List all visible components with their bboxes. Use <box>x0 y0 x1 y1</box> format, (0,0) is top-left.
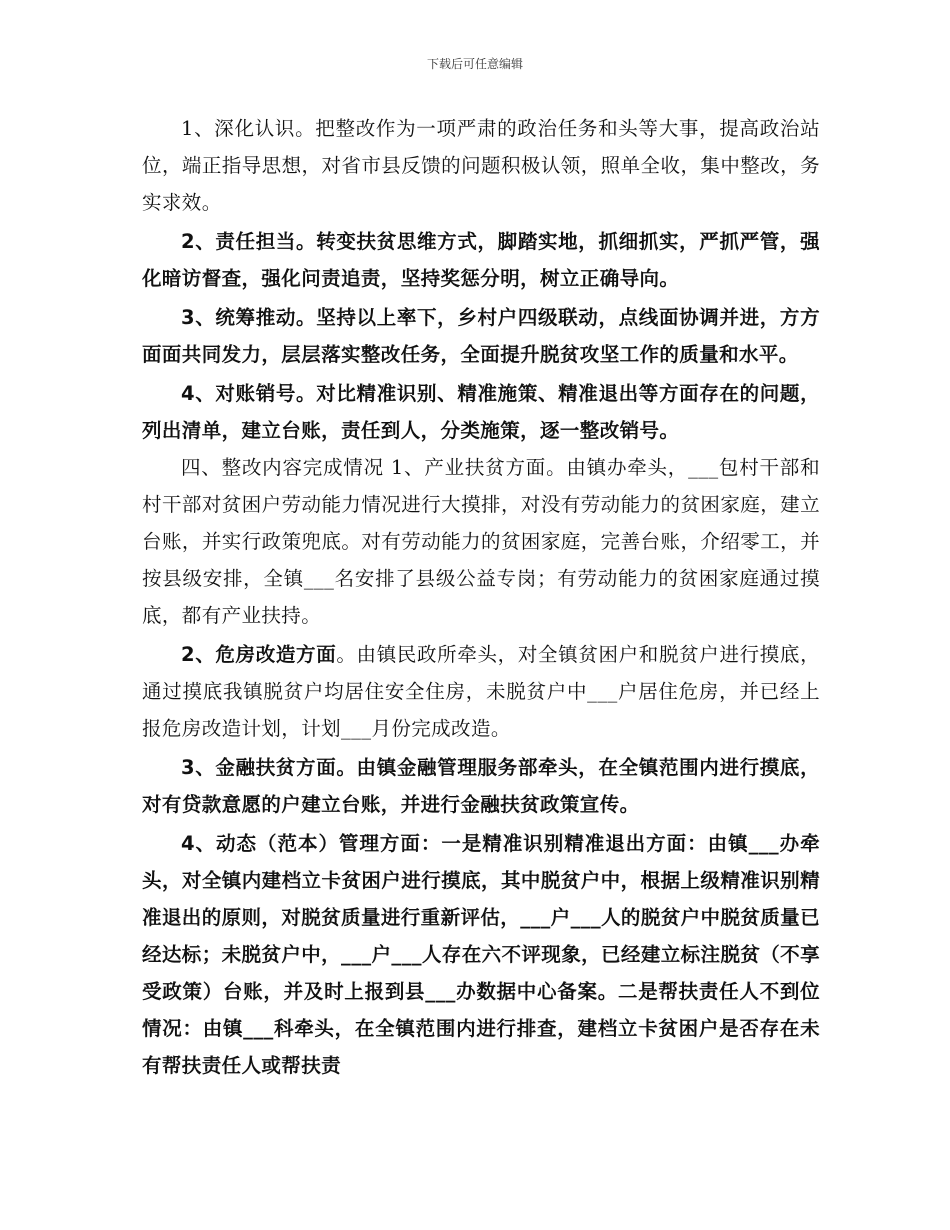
paragraph-dangerous-housing-lead: 2、危房改造方面 <box>181 643 337 666</box>
paragraph-coordination: 3、统筹推动。坚持以上率下，乡村户四级联动，点线面协调并进，方方面面共同发力，层层落实整改任务，全面提升脱贫攻坚工作的质量和水平。 <box>142 306 820 366</box>
page-header-note: 下载后可任意编辑 <box>426 57 523 71</box>
paragraph-deepen-understanding: 1、深化认识。把整改作为一项严肃的政治任务和头等大事，提高政治站位，端正指导思想，对省市县反馈的问题积极认领，照单全收，集中整改，务实求效。 <box>142 117 820 214</box>
document-body <box>142 110 820 1084</box>
paragraph-dangerous-housing <box>142 636 820 747</box>
paragraph-responsibility: 2、责任担当。转变扶贫思维方式，脚踏实地，抓细抓实，严抓严管，强化暗访督查，强化问责追责，坚持奖惩分明，树立正确导向。 <box>142 230 820 290</box>
paragraph-dynamic-management: 4、动态（范本）管理方面：一是精准识别精准退出方面：由镇___办牵头，对全镇内建档立卡贫困户进行摸底，其中脱贫户中，根据上级精准识别精准退出的原则，对脱贫质量进行重新评估，___户___人的脱贫户中脱贫质量已经达标；未脱贫户中，___户___人存在六不评现象，已经建立标注脱贫（不享受政策）台账，并及时上报到县___办数据中心备案。二是帮扶责任人不到位情况：由镇___科牵头，在全镇范围内进行排查，建档立卡贫困户是否存在未有帮扶责任人或帮扶责 <box>142 832 820 1077</box>
paragraph-reconciliation: 4、对账销号。对比精准识别、精准施策、精准退出等方面存在的问题，列出清单，建立台账，责任到人，分类施策，逐一整改销号。 <box>142 382 820 442</box>
paragraph-dangerous-housing-text: 。由镇民政所牵头，对全镇贫困户和脱贫户进行摸底，通过摸底我镇脱贫户均居住安全住房，未脱贫户中___户居住危房，并已经上报危房改造计划，计划___月份完成改造。 <box>142 643 820 740</box>
paragraph-industry-poverty-relief: 四、整改内容完成情况 1、产业扶贫方面。由镇办牵头，___包村干部和村干部对贫困户劳动能力情况进行大摸排，对没有劳动能力的贫困家庭，建立台账，并实行政策兜底。对有劳动能力的贫困家庭，完善台账，介绍零工，并按县级安排，全镇___名安排了县级公益专岗；有劳动能力的贫困家庭通过摸底，都有产业扶持。 <box>142 456 820 627</box>
paragraph-financial-poverty-relief: 3、金融扶贫方面。由镇金融管理服务部牵头，在全镇范围内进行摸底，对有贷款意愿的户建立台账，并进行金融扶贫政策宣传。 <box>142 756 820 816</box>
